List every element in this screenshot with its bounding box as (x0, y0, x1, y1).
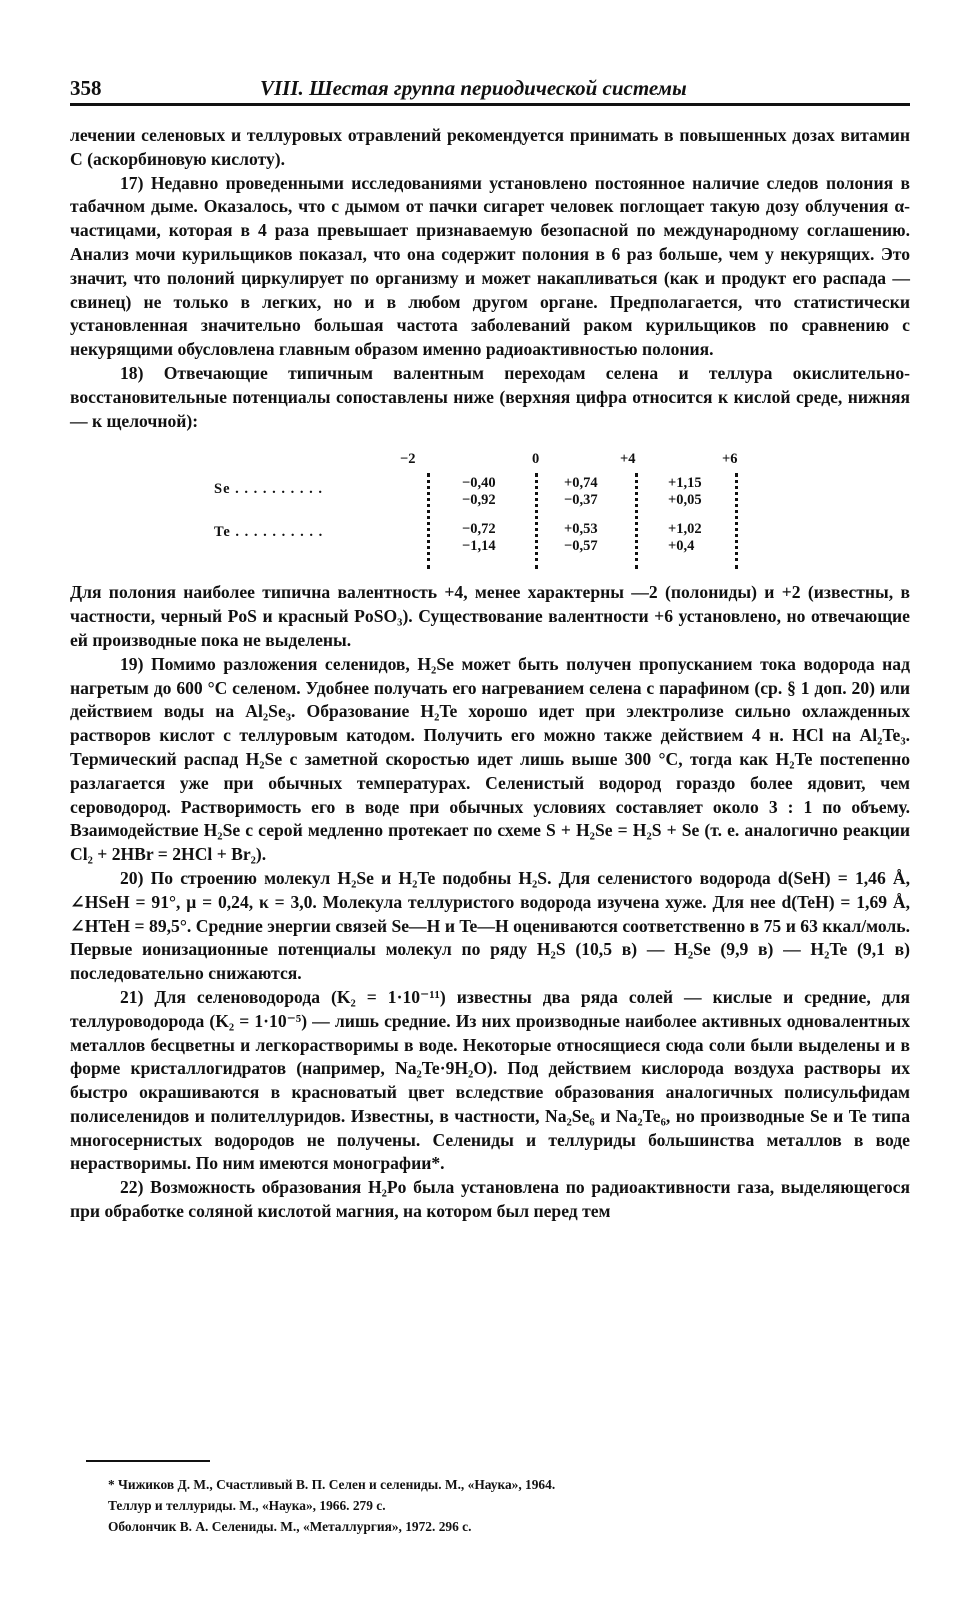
acid-value: +0,53 (564, 521, 598, 538)
paragraph-18: 18) Отвечающие типичным валентным переходам селена и теллура окислительно-восстановительные потенциалы сопоставлены ниже (верхняя цифра относится к кислой среде, нижняя — к щелочной): (70, 362, 910, 431)
row-label-se: Se . . . . . . . . . . (214, 481, 323, 498)
acid-value: −0,40 (462, 475, 496, 492)
footnote-line: Оболончик В. А. Селениды. М., «Металлургия», 1972. 296 с. (108, 1519, 472, 1534)
acid-value: +0,74 (564, 475, 598, 492)
column-header-zero: 0 (532, 451, 540, 468)
acid-value: −0,72 (462, 521, 496, 538)
paragraph-polonium-valence: Для полония наиболее типична валентность +4, менее характерны —2 (полониды) и +2 (известны, в частности, черный PoS и красный PoSO₃). Существование валентности +6 установлено, но отвечающие ей производные пока не выделены. (70, 582, 910, 650)
acid-value: +1,02 (668, 521, 702, 538)
paragraph-continuation: лечении селеновых и теллуровых отравлений рекомендуется принимать в повышенных дозах витамин С (аскорбиновую кислоту). (70, 125, 910, 169)
paragraph-20: 20) По строению молекул H₂Se и H₂Te подобны H₂S. Для селенистого водорода d(SeH) = 1,46 Å, ∠HSeH = 91°, μ = 0,24, κ = 3,0. Молекула теллуристого водорода изучена хуже. Для нее d(TeH) = 1,69 Å, ∠HTeH = 89,5°. Средние энергии связей Se—H и Te—H оцениваются соответственно в 75 и 63 ккал/моль. Первые ионизационные потенциалы молекул по ряду H₂S (10,5 в) — H₂Se (9,9 в) — H₂Te (9,1 в) последовательно снижаются. (70, 867, 910, 984)
alkaline-value: +0,05 (668, 492, 702, 509)
se-potential-plus4 (564, 475, 654, 509)
acid-value: +1,15 (668, 475, 702, 492)
footnote-line: * Чижиков Д. М., Счастливый В. П. Селен и селениды. М., «Наука», 1964. (108, 1477, 556, 1492)
page-header (70, 76, 910, 106)
paragraph-17: 17) Недавно проведенными исследованиями установлено постоянное наличие следов полония в табачном дыме. Оказалось, что с дымом от пачки сигарет человек поглощает такую дозу облучения α-частицами, которая в 4 раза превышает признаваемую безопасной по международному соглашению. Анализ мочи курильщиков показал, что она содержит полония в 6 раз больше, чем у некурящих. Это значит, что полоний циркулирует по организму и может накапливаться (как и продукт его распада — свинец) не только в легких, но и в любом другом органе. Предполагается, что статистически установленная значительно большая частота заболеваний раком курильщиков по сравнению с некурящими обусловлена главным образом именно радиоактивностью полония. (70, 172, 910, 360)
running-title: VIII. Шестая группа периодической системы (260, 76, 687, 100)
page-number: 358 (70, 76, 102, 100)
paragraph-19: 19) Помимо разложения селенидов, H₂Se может быть получен пропусканием тока водорода над нагретым до 600 °C селеном. Удобнее получать его нагреванием селена с парафином (ср. § 1 доп. 20) или действием воды на Al₂Se₃. Образование H₂Te хорошо идет при электролизе сильно охлажденных растворов кислот с теллуровым катодом. Получить его можно также действием 4 н. HCl на Al₂Te₃. Термический распад H₂Se с заметной скоростью идет лишь выше 300 °C, тогда как H₂Te постепенно разлагается уже при обычных температурах. Селенистый водород гораздо более ядовит, чем сероводород. Растворимость его в воде при обычных условиях составляет около 3 : 1 по объему. Взаимодействие H₂Se с серой медленно протекает по схеме S + H₂Se = H₂S + Se (т. е. аналогично реакции Cl₂ + 2HBr = 2HCl + Br₂). (70, 653, 910, 865)
column-header-minus2: −2 (400, 451, 416, 468)
alkaline-value: −0,37 (564, 492, 598, 509)
alkaline-value: −0,92 (462, 492, 496, 509)
table-divider (427, 473, 430, 569)
te-potential-plus6 (668, 521, 758, 555)
alkaline-value: −0,57 (564, 538, 598, 555)
alkaline-value: −1,14 (462, 538, 496, 555)
footnote-rule (86, 1460, 210, 1462)
paragraph-21: 21) Для селеноводорода (K₂ = 1·10⁻¹¹) известны два ряда солей — кислые и средние, для теллуроводорода (K₂ = 1·10⁻⁵) — лишь средние. Из них производные наиболее активных одновалентных металлов бесцветны и легкорастворимы в воде. Некоторые относящиеся сюда соли были выделены и в форме кристаллогидратов (например, Na₂Te·9H₂O). Под действием кислорода воздуха растворы их быстро окрашиваются в красноватый цвет вследствие образования аналогичных полисульфидам полиселенидов и полителлуридов. Известны, в частности, Na₂Se₆ и Na₂Te₆, но производные Se и Te типа многосернистых водородов не получены. Селениды и теллуриды большинства металлов в воде нерастворимы. По ним имеются монографии*. (70, 986, 910, 1174)
header-rule (70, 103, 910, 106)
column-header-plus4: +4 (620, 451, 636, 468)
alkaline-value: +0,4 (668, 538, 695, 555)
te-potential-zero (462, 521, 552, 555)
footnote-line: Теллур и теллуриды. М., «Наука», 1966. 279 с. (108, 1498, 386, 1513)
paragraph-22: 22) Возможность образования H₂Po была установлена по радиоактивности газа, выделяющегося при обработке соляной кислотой магния, на котором был перед тем (70, 1177, 910, 1222)
column-header-plus6: +6 (722, 451, 738, 468)
row-label-te: Te . . . . . . . . . . (214, 524, 324, 541)
footnotes (108, 1474, 908, 1537)
se-potential-plus6 (668, 475, 758, 509)
potentials-table (70, 451, 910, 569)
body-text (70, 124, 910, 1224)
te-potential-plus4 (564, 521, 654, 555)
se-potential-zero (462, 475, 552, 509)
